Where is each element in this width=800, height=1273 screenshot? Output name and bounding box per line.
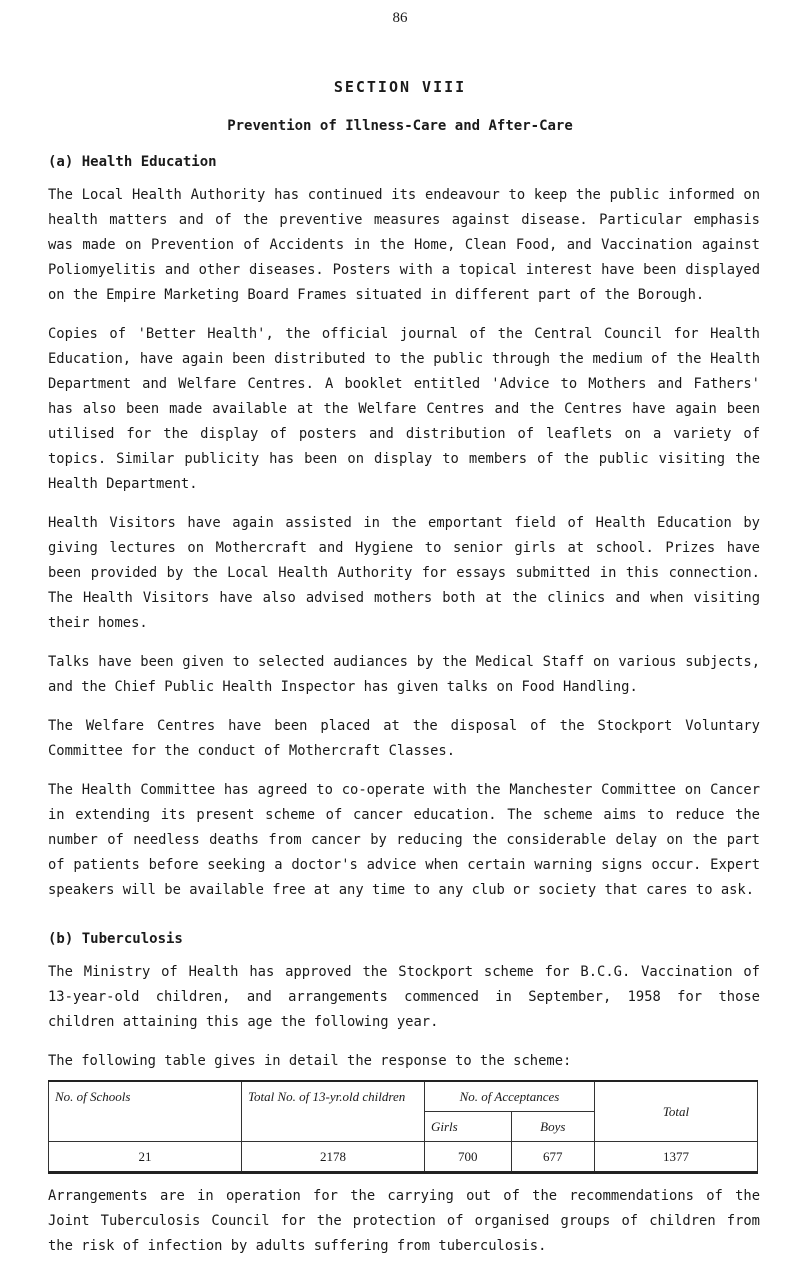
paragraph-table-intro: The following table gives in detail the response to the scheme:: [48, 1053, 572, 1069]
paragraph-public-information: The Local Health Authority has continued its endeavour to keep the public informed on health matters and of the preventive measures against disease. Particular emphasis was made on Prevention of Accidents in the Home, Clean Food, and Vaccination against Poliomyelitis and other diseases. Posters with a topical interest have been displayed on the Empire Marketing Board Frames situated in different part of the Borough.: [48, 187, 760, 303]
tuberculosis-heading: (b) Tuberculosis: [48, 931, 183, 947]
cell-total: 1377: [595, 1142, 758, 1173]
header-acceptances: No. of Acceptances: [425, 1081, 595, 1112]
cell-children: 2178: [242, 1142, 425, 1173]
header-boys: Boys: [511, 1112, 594, 1142]
header-girls: Girls: [425, 1112, 512, 1142]
paragraph-welfare-centres: The Welfare Centres have been placed at the disposal of the Stockport Voluntary Committee for the conduct of Mothercraft Classes.: [48, 718, 760, 759]
section-title: SECTION VIII: [333, 78, 467, 96]
cell-girls: 700: [425, 1142, 512, 1173]
paragraph-better-health: Copies of 'Better Health', the official journal of the Central Council for Health Education, have again been distributed to the public through the medium of the Health Department and Welfare Centres. A booklet entitled 'Advice to Mothers and Fathers' has also been made available at the Welfare Centres and the Centres have again been utilised for the display of posters and distribution of leaflets on a variety of topics. Similar publicity has been on display to members of the public visiting the Health Department.: [48, 326, 760, 492]
paragraph-talks: Talks have been given to selected audiances by the Medical Staff on various subjects, and the Chief Public Health Inspector has given talks on Food Handling.: [48, 654, 760, 695]
paragraph-bcg-vaccination: The Ministry of Health has approved the Stockport scheme for B.C.G. Vaccination of 13-year-old children, and arrangements commenced in September, 1958 for those children attaining this age the following year.: [48, 964, 760, 1030]
section-subtitle: Prevention of Illness-Care and After-Care: [227, 118, 573, 134]
header-total: Total: [595, 1081, 758, 1142]
health-education-heading: (a) Health Education: [48, 154, 217, 170]
cell-schools: 21: [49, 1142, 242, 1173]
page-number: 86: [392, 10, 408, 26]
document-body: [48, 150, 760, 1273]
table-header-row: [49, 1081, 758, 1112]
header-children: Total No. of 13-yr.old children: [242, 1081, 425, 1142]
header-schools: No. of Schools: [49, 1081, 242, 1142]
cell-boys: 677: [511, 1142, 594, 1173]
paragraph-joint-council: Arrangements are in operation for the carrying out of the recommendations of the Joint Tuberculosis Council for the protection of organised groups of children from the risk of infection by adults suffering from tuberculosis.: [48, 1188, 760, 1254]
bcg-response-table: [48, 1080, 758, 1174]
paragraph-health-visitors: Health Visitors have again assisted in the emportant field of Health Education by giving lectures on Mothercraft and Hygiene to senior girls at school. Prizes have been provided by the Local Health Authority for essays submitted in this connection. The Health Visitors have also advised mothers both at the clinics and when visiting their homes.: [48, 515, 760, 631]
table-row: [49, 1142, 758, 1173]
paragraph-cancer-education: The Health Committee has agreed to co-operate with the Manchester Committee on Cancer in extending its present scheme of cancer education. The scheme aims to reduce the number of needless deaths from cancer by reducing the considerable delay on the part of patients before seeking a doctor's advice when certain warning signs occur. Expert speakers will be available free at any time to any club or society that cares to ask.: [48, 782, 760, 898]
